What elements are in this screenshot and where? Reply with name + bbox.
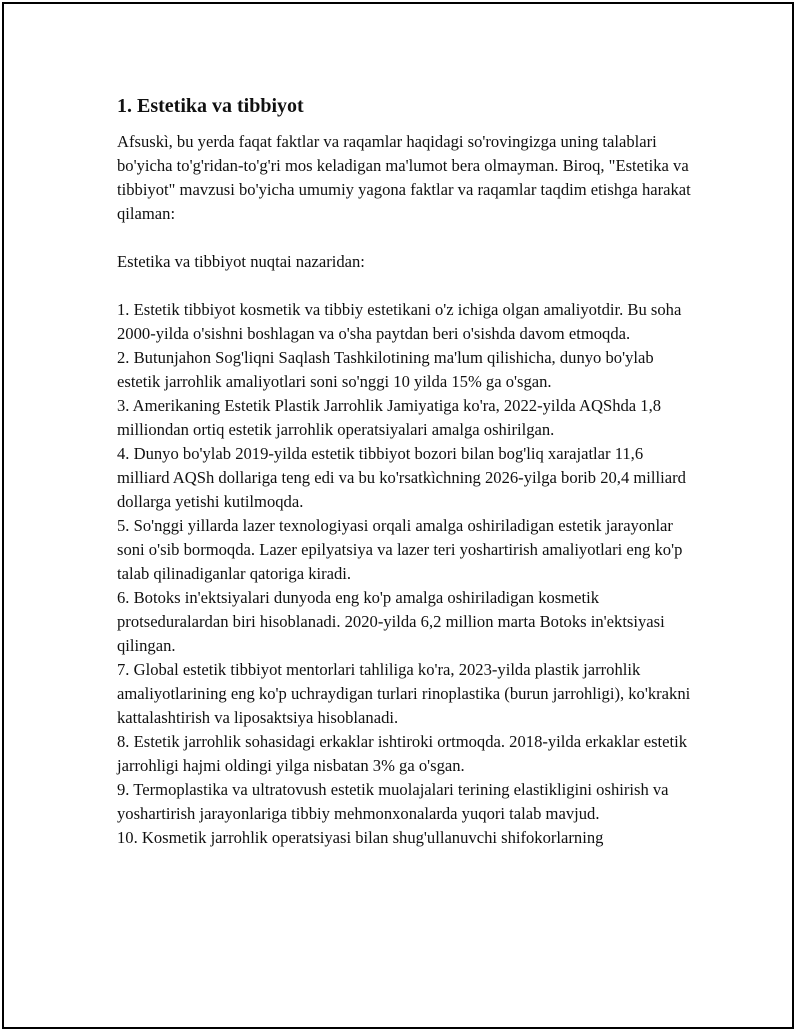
- intro-paragraph: Afsuskì, bu yerda faqat faktlar va raqamlar haqidagi so'rovingizga uning talablari bo'yicha to'g'ridan-to'g'ri mos keladigan ma'lumot bera olmayman. Biroq, "Estetika va tibbiyot" mavzusi bo'yicha umumiy yagona faktlar va raqamlar taqdim etishga harakat qilaman:: [117, 132, 691, 223]
- fact-item-5: 5. So'nggi yillarda lazer texnologiyasi orqali amalga oshiriladigan estetik jarayonlar soni o'sib bormoqda. Lazer epilyatsiya va lazer teri yoshartirish amaliyotlari eng ko'p talab qilinadiganlar qatoriga kiradi.: [117, 516, 683, 583]
- fact-item-4: 4. Dunyo bo'ylab 2019-yilda estetik tibbiyot bozori bilan bog'liq xarajatlar 11,6 milliard AQSh dollariga teng edi va bu ko'rsatkìchning 2026-yilga borib 20,4 milliard dollarga yetishi kutilmoqda.: [117, 444, 686, 511]
- fact-item-10: 10. Kosmetik jarrohlik operatsiyasi bilan shug'ullanuvchi shifokorlarning: [117, 828, 604, 847]
- fact-item-7: 7. Global estetik tibbiyot mentorlari tahliliga ko'ra, 2023-yilda plastik jarrohlik amaliyotlarining eng ko'p uchraydigan turlari rinoplastika (burun jarrohligi), ko'krakni kattalashtirish va liposaktsiya hisoblanadi.: [117, 660, 691, 727]
- paragraph-spacer: [117, 226, 697, 250]
- fact-item-3: 3. Amerikaning Estetik Plastik Jarrohlik Jamiyatiga ko'ra, 2022-yilda AQShda 1,8 milliondan ortiq estetik jarrohlik operatsiyalari amalga oshirilgan.: [117, 396, 662, 439]
- paragraph-spacer: [117, 274, 697, 298]
- section-heading: 1. Estetika va tibbiyot: [117, 95, 304, 117]
- fact-item-9: 9. Termoplastika va ultratovush estetik muolajalari terining elastikligini oshirish va yoshartirish jarayonlariga tibbiy mehmonxonalarda yuqori talab mavjud.: [117, 780, 669, 823]
- subheading-paragraph: Estetika va tibbiyot nuqtai nazaridan:: [117, 252, 365, 271]
- fact-list: [117, 298, 697, 850]
- fact-item-1: 1. Estetik tibbiyot kosmetik va tibbiy estetikani o'z ichiga olgan amaliyotdir. Bu soha 2000-yilda o'sishni boshlagan va o'sha paytdan beri o'sishda davom etmoqda.: [117, 300, 682, 343]
- document-body: [117, 92, 697, 850]
- fact-item-2: 2. Butunjahon Sog'liqni Saqlash Tashkilotining ma'lum qilishicha, dunyo bo'ylab estetik jarrohlik amaliyotlari soni so'nggi 10 yilda 15% ga o'sgan.: [117, 348, 654, 391]
- fact-item-6: 6. Botoks in'ektsiyalari dunyoda eng ko'p amalga oshiriladigan kosmetik protseduralardan biri hisoblanadi. 2020-yilda 6,2 million marta Botoks in'ektsiyasi qilingan.: [117, 588, 665, 655]
- fact-item-8: 8. Estetik jarrohlik sohasidagi erkaklar ishtiroki ortmoqda. 2018-yilda erkaklar estetik jarrohligi hajmi oldingi yilga nisbatan 3% ga o'sgan.: [117, 732, 688, 775]
